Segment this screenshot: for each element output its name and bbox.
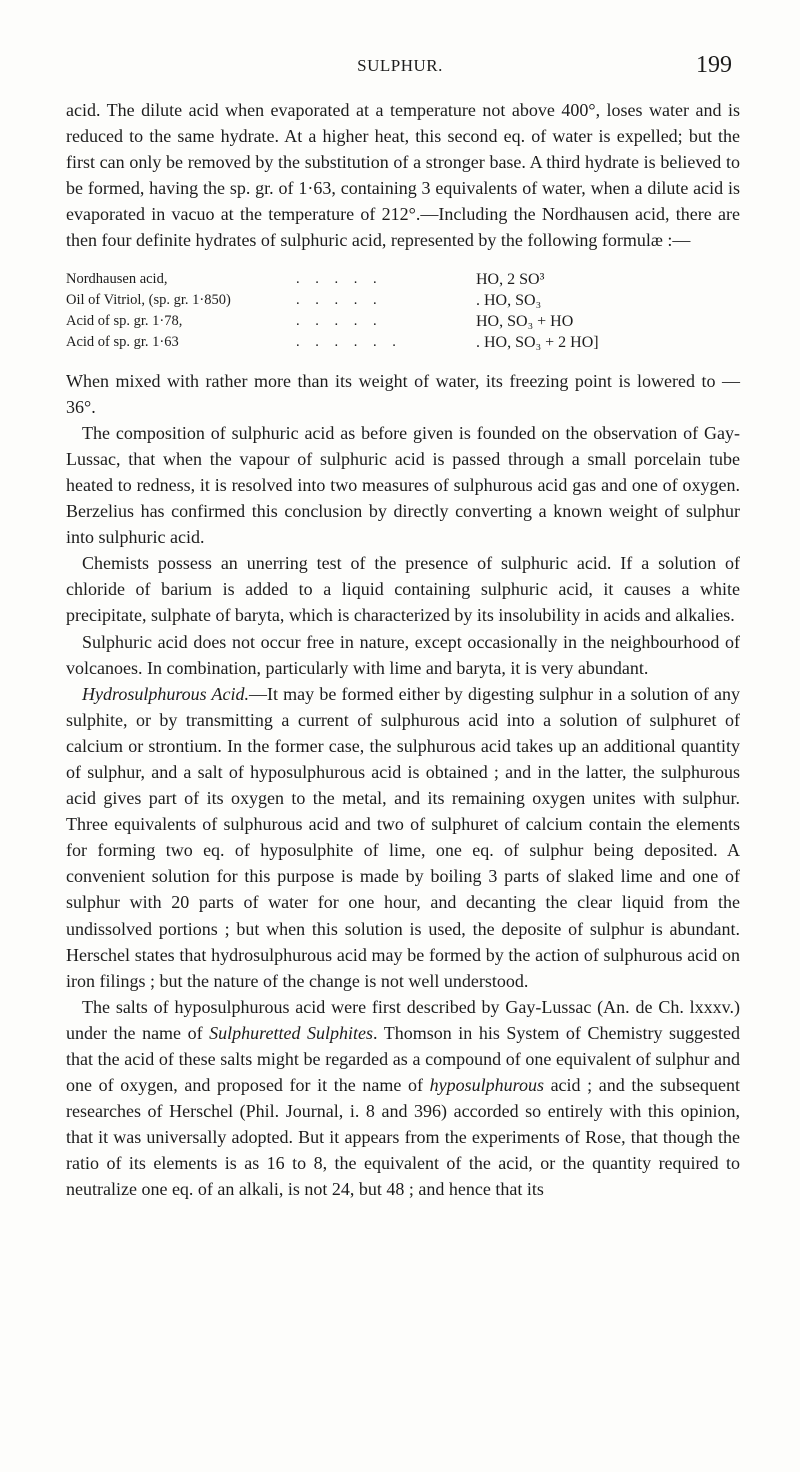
italic-term: Sulphuretted Sulphites: [209, 1022, 374, 1043]
hydrate-name: Nordhausen acid,: [66, 270, 168, 287]
test-paragraph: Chemists possess an unerring test of the presence of sulphuric acid. If a solution of chloride of barium is added to a liquid containing sulphuric acid, it causes a white precipitate, sulphate of baryta, which is characterized by its insolubility in acids and alkalies.: [66, 553, 740, 626]
hydrate-name: Oil of Vitriol, (sp. gr. 1·850): [66, 291, 231, 308]
italic-term: hyposulphurous: [429, 1075, 544, 1096]
hydrate-name: Acid of sp. gr. 1·63: [66, 333, 179, 350]
leader-dots: . . . . . .: [296, 333, 402, 350]
leader-dots: . . . . .: [296, 312, 383, 329]
hydrates-formula-table: [66, 269, 599, 353]
intro-paragraph: acid. The dilute acid when evaporated at a temperature not above 400°, loses water and is reduced to the same hydrate. At a higher heat, this second eq. of water is expelled; but the first can only be removed by the substitution of a stronger base. A third hydrate is believed to be formed, having the sp. gr. of 1·63, containing 3 equivalents of water, when a dilute acid is evaporated in vacuo at the temperature of 212°.—Including the Nordhausen acid, there are then four definite hydrates of sulphuric acid, represented by the following formulæ :—: [66, 100, 740, 251]
hydrate-formula: HO, SO₃ + HO: [476, 312, 574, 330]
hydrate-formula: . HO, SO₃: [476, 291, 542, 309]
salts-paragraph: [66, 994, 740, 1203]
hydrate-name: Acid of sp. gr. 1·78,: [66, 312, 183, 329]
freezing-paragraph: When mixed with rather more than its weight of water, its freezing point is lowered to — 36°.: [66, 370, 740, 417]
section-heading: Hydrosulphurous Acid.: [82, 683, 250, 704]
leader-dots: . . . . .: [296, 291, 383, 308]
hydrosulphurous-paragraph: [66, 681, 740, 994]
running-head: SULPHUR.: [357, 56, 443, 75]
hydrate-formula: . HO, SO₃ + 2 HO]: [476, 333, 599, 351]
leader-dots: . . . . .: [296, 270, 383, 287]
salts-text: acid ; and the subsequent researches of Herschel (Phil. Journal, i. 8 and 396) accorded so entirely with this opinion, that it was universally adopted. But it appears from the experiments of Rose, that though the ratio of its elements is as 16 to 8, the equivalent of the acid, or the quantity required to neutralize one eq. of an alkali, is not 24, but 48 ; and hence that its: [66, 1075, 741, 1200]
formula-row: [66, 269, 599, 290]
hydrate-formula: HO, 2 SO³: [476, 270, 545, 288]
salts-text: . Thomson in his System of Chemistry suggested that the acid of these salts might be regarded as a compound of one equivalent of sulphur and one of oxygen, and proposed for it the name of: [66, 1022, 741, 1096]
salts-text: The salts of hyposulphurous acid were first described by Gay-Lussac (An. de Ch. lxxxv.) under the name of: [66, 996, 740, 1043]
body-text: [66, 97, 740, 1203]
page-number: 199: [696, 52, 732, 78]
composition-paragraph: The composition of sulphuric acid as before given is founded on the observation of Gay-Lussac, that when the vapour of sulphuric acid is passed through a small porcelain tube heated to redness, it is resolved into two measures of sulphurous acid gas and one of oxygen. Berzelius has confirmed this conclusion by directly converting a known weight of sulphur into sulphuric acid.: [66, 422, 740, 548]
occurrence-paragraph: Sulphuric acid does not occur free in nature, except occasionally in the neighbourhood of volcanoes. In combination, particularly with lime and baryta, it is very abundant.: [66, 631, 740, 678]
formula-row: [66, 311, 599, 332]
formula-row: [66, 290, 599, 311]
section-text: —It may be formed either by digesting sulphur in a solution of any sulphite, or by transmitting a current of sulphurous acid into a solution of sulphuret of calcium or strontium. In the former case, the sulphurous acid takes up an additional quantity of sulphur, and a salt of hyposulphurous acid is obtained ; and in the latter, the sulphurous acid gives part of its oxygen to the metal, and its remaining oxygen unites with sulphur. Three equivalents of sulphurous acid and two of sulphuret of calcium contain the elements for forming two eq. of hyposulphite of lime, one eq. of sulphur being deposited. A convenient solution for this purpose is made by boiling 3 parts of slaked lime and one of sulphur with 20 parts of water for one hour, and decanting the clear liquid from the undissolved portions ; but when this solution is used, the deposite of sulphur is abundant. Herschel states that hydrosulphurous acid may be formed by the action of sulphurous acid on iron filings ; but the nature of the change is not well understood.: [66, 683, 740, 991]
formula-row: [66, 332, 599, 353]
